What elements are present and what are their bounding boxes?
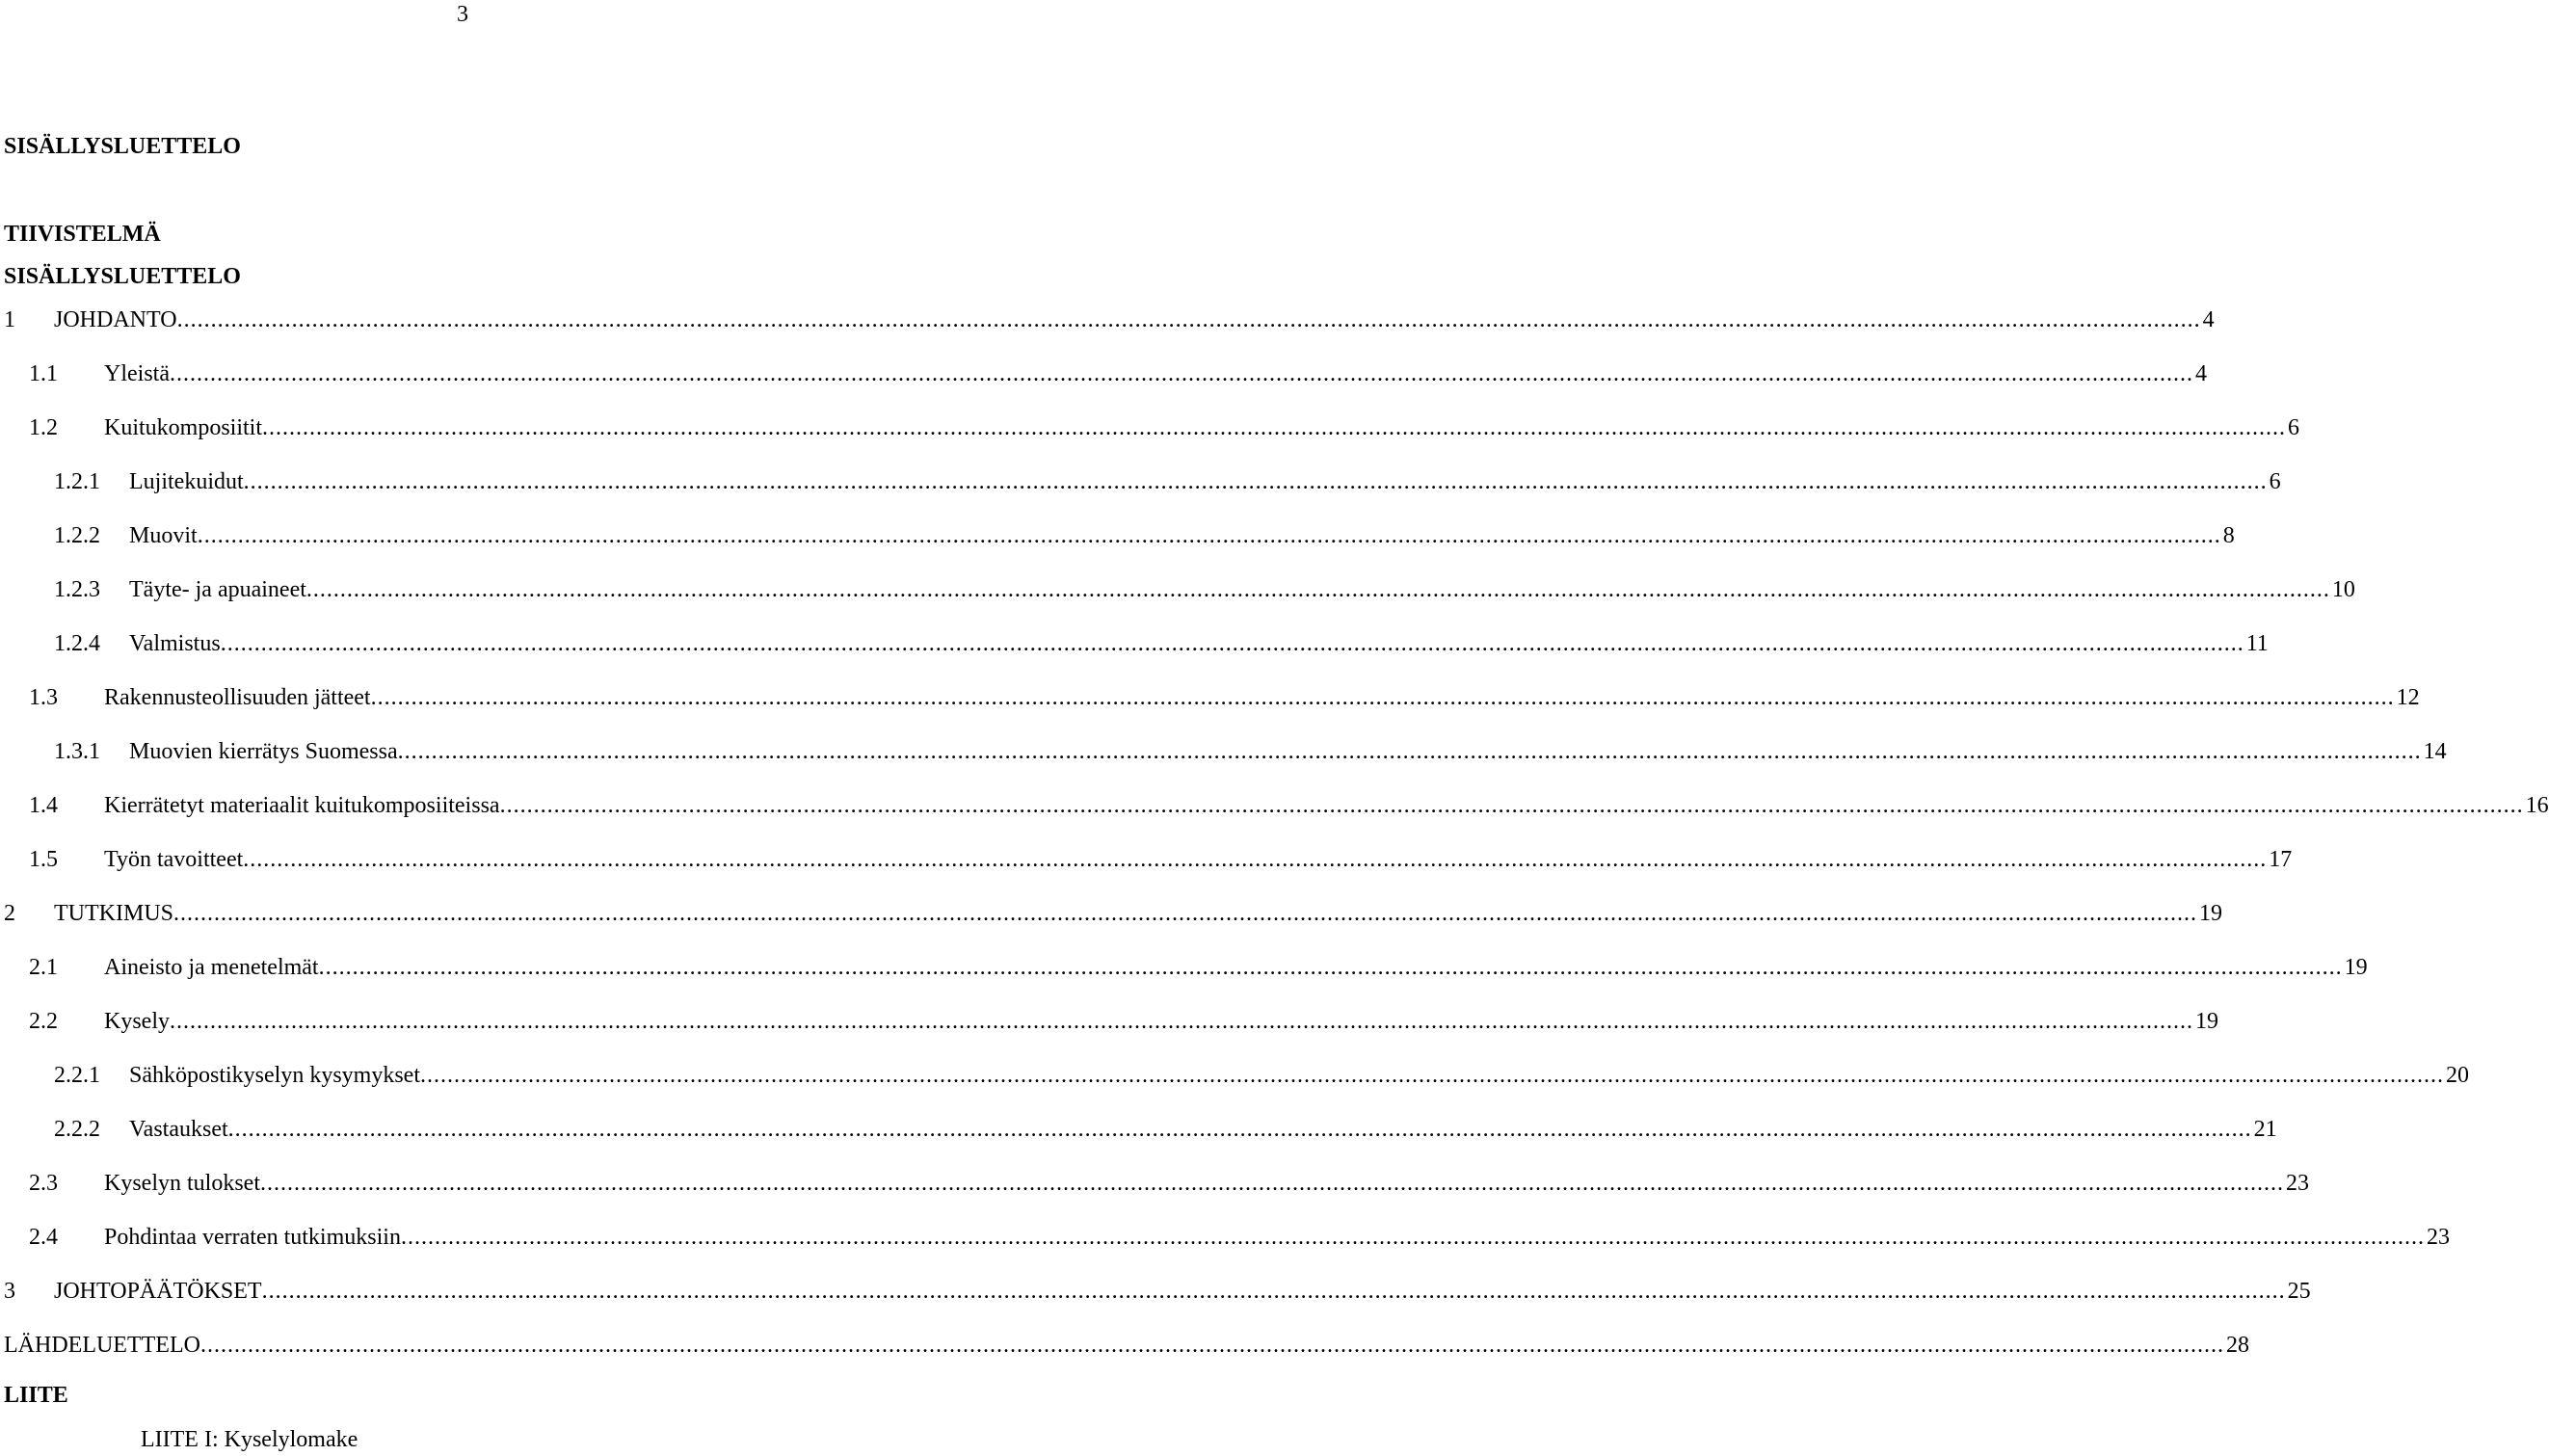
toc-entry-number: 1.2.4 — [54, 631, 100, 656]
toc-front-item-abstract: TIIVISTELMÄ — [4, 222, 161, 247]
toc-entry[interactable] — [0, 1277, 2311, 1306]
toc-entry-title: Kuitukomposiitit — [104, 415, 263, 440]
dot-leader: ............................................................................................................................................................................................................................................................................................................ — [243, 847, 2268, 872]
toc-entry-number: 2.2 — [29, 1009, 58, 1034]
toc-entry-number: 1.2.3 — [54, 577, 100, 602]
toc-entry-page: 4 — [2194, 361, 2207, 386]
toc-entry[interactable] — [0, 413, 2300, 442]
toc-entry-page: 19 — [2199, 901, 2222, 926]
dot-leader: ............................................................................................................................................................................................................................................................................................................ — [397, 739, 2422, 764]
toc-entry-title: JOHTOPÄÄTÖKSET — [54, 1279, 262, 1304]
toc-entry-title: JOHDANTO — [54, 307, 177, 332]
toc-entry-page: 14 — [2423, 739, 2447, 764]
toc-entry[interactable] — [0, 467, 2281, 496]
toc-entry-title: Kyselyn tulokset — [104, 1171, 260, 1196]
toc-entry-title: Lujitekuidut — [129, 469, 244, 494]
toc-entry-title: Työn tavoitteet — [104, 847, 244, 872]
toc-entry[interactable] — [0, 359, 2207, 388]
dot-leader: ............................................................................................................................................................................................................................................................................................................ — [243, 469, 2268, 494]
toc-entry-number: 1.1 — [29, 361, 58, 386]
toc-entry-title: Täyte- ja apuaineet — [129, 577, 306, 602]
toc-entry-number: 1 — [4, 307, 15, 332]
toc-entry-page: 10 — [2331, 577, 2355, 602]
toc-entry[interactable] — [0, 953, 2368, 982]
toc-entry[interactable] — [0, 1169, 2309, 1198]
dot-leader: ............................................................................................................................................................................................................................................................................................................ — [227, 1117, 2252, 1142]
toc-entry[interactable] — [0, 899, 2222, 928]
toc-entry[interactable] — [0, 1061, 2470, 1090]
dot-leader: ............................................................................................................................................................................................................................................................................................................ — [169, 361, 2193, 386]
toc-entry-number: 1.2.2 — [54, 523, 100, 548]
toc-entry-title: TUTKIMUS — [54, 901, 173, 926]
toc-entry-number: 1.4 — [29, 793, 58, 818]
toc-entry-title: Kysely — [104, 1009, 170, 1034]
toc-entry-page: 23 — [2286, 1171, 2309, 1196]
toc-entry-page: 20 — [2446, 1063, 2470, 1088]
toc-entry-number: 1.2.1 — [54, 469, 100, 494]
dot-leader: ............................................................................................................................................................................................................................................................................................................ — [499, 793, 2524, 818]
toc-entry-page: 17 — [2269, 847, 2293, 872]
appendix-heading: LIITE — [4, 1383, 68, 1408]
toc-entry-number: 2.4 — [29, 1225, 58, 1250]
toc-entry[interactable] — [0, 845, 2293, 874]
toc-entry[interactable] — [0, 1115, 2277, 1144]
dot-leader: ............................................................................................................................................................................................................................................................................................................ — [261, 1279, 2286, 1304]
toc-entry-title: Sähköpostikyselyn kysymykset — [129, 1063, 421, 1088]
toc-entry-title: Vastaukset — [129, 1117, 228, 1142]
toc-entry-title: Valmistus — [129, 631, 221, 656]
toc-entry-title: Aineisto ja menetelmät — [104, 955, 319, 980]
toc-entry-page: 8 — [2222, 523, 2235, 548]
toc-entry-number: 1.3.1 — [54, 739, 100, 764]
dot-leader: ............................................................................................................................................................................................................................................................................................................ — [262, 415, 2287, 440]
toc-entry[interactable] — [0, 683, 2420, 712]
toc-front-item-contents: SISÄLLYSLUETTELO — [4, 264, 241, 289]
toc-entry[interactable] — [0, 791, 2549, 820]
dot-leader: ............................................................................................................................................................................................................................................................................................................ — [370, 685, 2395, 710]
toc-entry[interactable] — [0, 1331, 2249, 1360]
toc-entry-page: 19 — [2195, 1009, 2218, 1034]
toc-entry[interactable] — [0, 305, 2215, 334]
toc-entry-number: 3 — [4, 1279, 15, 1304]
page-number: 3 — [457, 2, 468, 27]
dot-leader: ............................................................................................................................................................................................................................................................................................................ — [305, 577, 2330, 602]
toc-entry-number: 1.3 — [29, 685, 58, 710]
dot-leader: ............................................................................................................................................................................................................................................................................................................ — [260, 1171, 2284, 1196]
toc-entry-page: 16 — [2525, 793, 2549, 818]
toc-entry-title: Pohdintaa verraten tutkimuksiin — [104, 1225, 401, 1250]
toc-entry-title: LÄHDELUETTELO — [4, 1333, 200, 1358]
toc-entry-page: 4 — [2202, 307, 2215, 332]
dot-leader: ............................................................................................................................................................................................................................................................................................................ — [173, 901, 2197, 926]
dot-leader: ............................................................................................................................................................................................................................................................................................................ — [170, 1009, 2193, 1034]
toc-entry[interactable] — [0, 737, 2447, 766]
toc-entry-number: 2.1 — [29, 955, 58, 980]
toc-entry[interactable] — [0, 1223, 2450, 1252]
dot-leader: ............................................................................................................................................................................................................................................................................................................ — [176, 307, 2201, 332]
toc-entry-number: 1.2 — [29, 415, 58, 440]
toc-entry-page: 25 — [2287, 1279, 2311, 1304]
dot-leader: ............................................................................................................................................................................................................................................................................................................ — [400, 1225, 2425, 1250]
toc-entry-page: 12 — [2396, 685, 2420, 710]
dot-leader: ............................................................................................................................................................................................................................................................................................................ — [199, 1333, 2224, 1358]
toc-entry-page: 11 — [2245, 631, 2269, 656]
toc-entry-page: 21 — [2253, 1117, 2277, 1142]
toc-entry[interactable] — [0, 575, 2355, 604]
toc-entry[interactable] — [0, 1007, 2218, 1036]
toc-entry-number: 2.2.2 — [54, 1117, 100, 1142]
toc-entry-page: 19 — [2344, 955, 2368, 980]
toc-entry[interactable] — [0, 629, 2269, 658]
toc-entry-page: 6 — [2269, 469, 2281, 494]
toc-entry-title: Kierrätetyt materiaalit kuitukomposiiteissa — [104, 793, 500, 818]
dot-leader: ............................................................................................................................................................................................................................................................................................................ — [197, 523, 2221, 548]
toc-entry-number: 2 — [4, 901, 15, 926]
toc-title: SISÄLLYSLUETTELO — [4, 134, 241, 159]
toc-entry[interactable] — [0, 521, 2235, 550]
appendix-item[interactable]: LIITE I: Kyselylomake — [141, 1427, 358, 1452]
toc-entry-title: Yleistä — [104, 361, 170, 386]
toc-entry-title: Rakennusteollisuuden jätteet — [104, 685, 371, 710]
toc-entry-title: Muovien kierrätys Suomessa — [129, 739, 398, 764]
toc-entry-page: 23 — [2426, 1225, 2450, 1250]
toc-entry-title: Muovit — [129, 523, 198, 548]
dot-leader: ............................................................................................................................................................................................................................................................................................................ — [318, 955, 2343, 980]
dot-leader: ............................................................................................................................................................................................................................................................................................................ — [420, 1063, 2445, 1088]
toc-entry-number: 2.3 — [29, 1171, 58, 1196]
toc-entry-page: 28 — [2225, 1333, 2249, 1358]
toc-entry-number: 2.2.1 — [54, 1063, 100, 1088]
toc-entry-number: 1.5 — [29, 847, 58, 872]
toc-entry-page: 6 — [2288, 415, 2300, 440]
dot-leader: ............................................................................................................................................................................................................................................................................................................ — [220, 631, 2244, 656]
